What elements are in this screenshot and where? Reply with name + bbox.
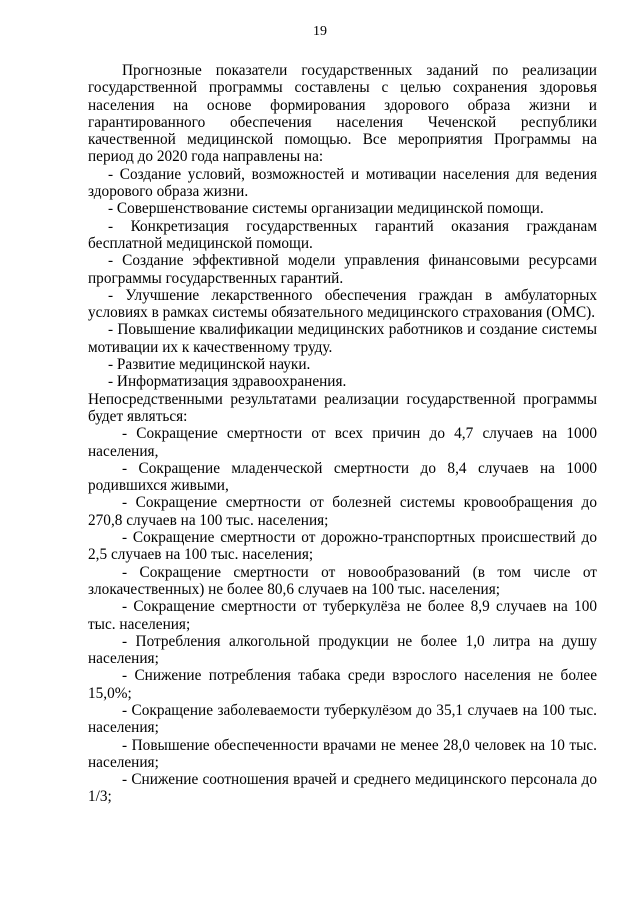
result-item: - Снижение потребления табака среди взрослого населения не более 15,0%; [88,667,597,702]
result-item: - Потребления алкогольной продукции не более 1,0 литра на душу населения; [88,632,597,668]
result-item: - Сокращение младенческой смертности до 8,4 случаев на 1000 родившихся живыми, [88,459,597,495]
measure-item: - Совершенствование системы организации медицинской помощи. [108,200,544,218]
result-item: - Сокращение заболеваемости туберкулёзом до 35,1 случаев на 100 тыс. населения; [88,701,597,737]
measure-item: - Развитие медицинской науки. [108,356,311,374]
result-item: - Сокращение смертности от новообразований (в том числе от злокачественных) не более 80,6 случаев на 100 тыс. населения; [88,563,597,598]
result-item: - Сокращение смертности от болезней системы кровообращения до 270,8 случаев на 100 тыс. населения; [88,494,597,529]
intro-paragraph: Прогнозные показатели государственных заданий по реализации государственной программы составлены с целью сохранения здоровья населения на основе формирования здорового образа жизни и гарантированного обеспечения населения Чеченской республики качественной медицинской помощью. Все мероприятия Программы на период до 2020 года направлены на: [88,62,597,166]
results-lead: Непосредственными результатами реализации государственной программы будет являться: [88,390,597,425]
measure-item: - Информатизация здравоохранения. [108,373,347,391]
measure-item: - Создание эффективной модели управления финансовыми ресурсами программы государственных гарантий. [88,252,597,287]
measure-item: - Повышение квалификации медицинских работников и создание системы мотивации их к качественному труду. [88,321,597,356]
result-item: - Сокращение смертности от дорожно-транспортных происшествий до 2,5 случаев на 100 тыс. населения; [88,529,597,564]
measure-item: - Создание условий, возможностей и мотивации населения для ведения здорового образа жизни. [88,165,597,201]
document-body [88,62,597,806]
measure-item: - Конкретизация государственных гарантий оказания гражданам бесплатной медицинской помощи. [88,217,597,252]
result-item: - Сокращение смертности от всех причин до 4,7 случаев на 1000 населения, [88,425,597,460]
result-item: - Сокращение смертности от туберкулёза не более 8,9 случаев на 100 тыс. населения; [88,598,597,633]
result-item: - Повышение обеспеченности врачами не менее 28,0 человек на 10 тыс. населения; [88,736,597,771]
page-number: 19 [313,24,327,39]
result-item: - Снижение соотношения врачей и среднего медицинского персонала до 1/3; [88,771,597,806]
measure-item: - Улучшение лекарственного обеспечения граждан в амбулаторных условиях в рамках системы обязательного медицинского страхования (ОМС). [88,286,597,322]
